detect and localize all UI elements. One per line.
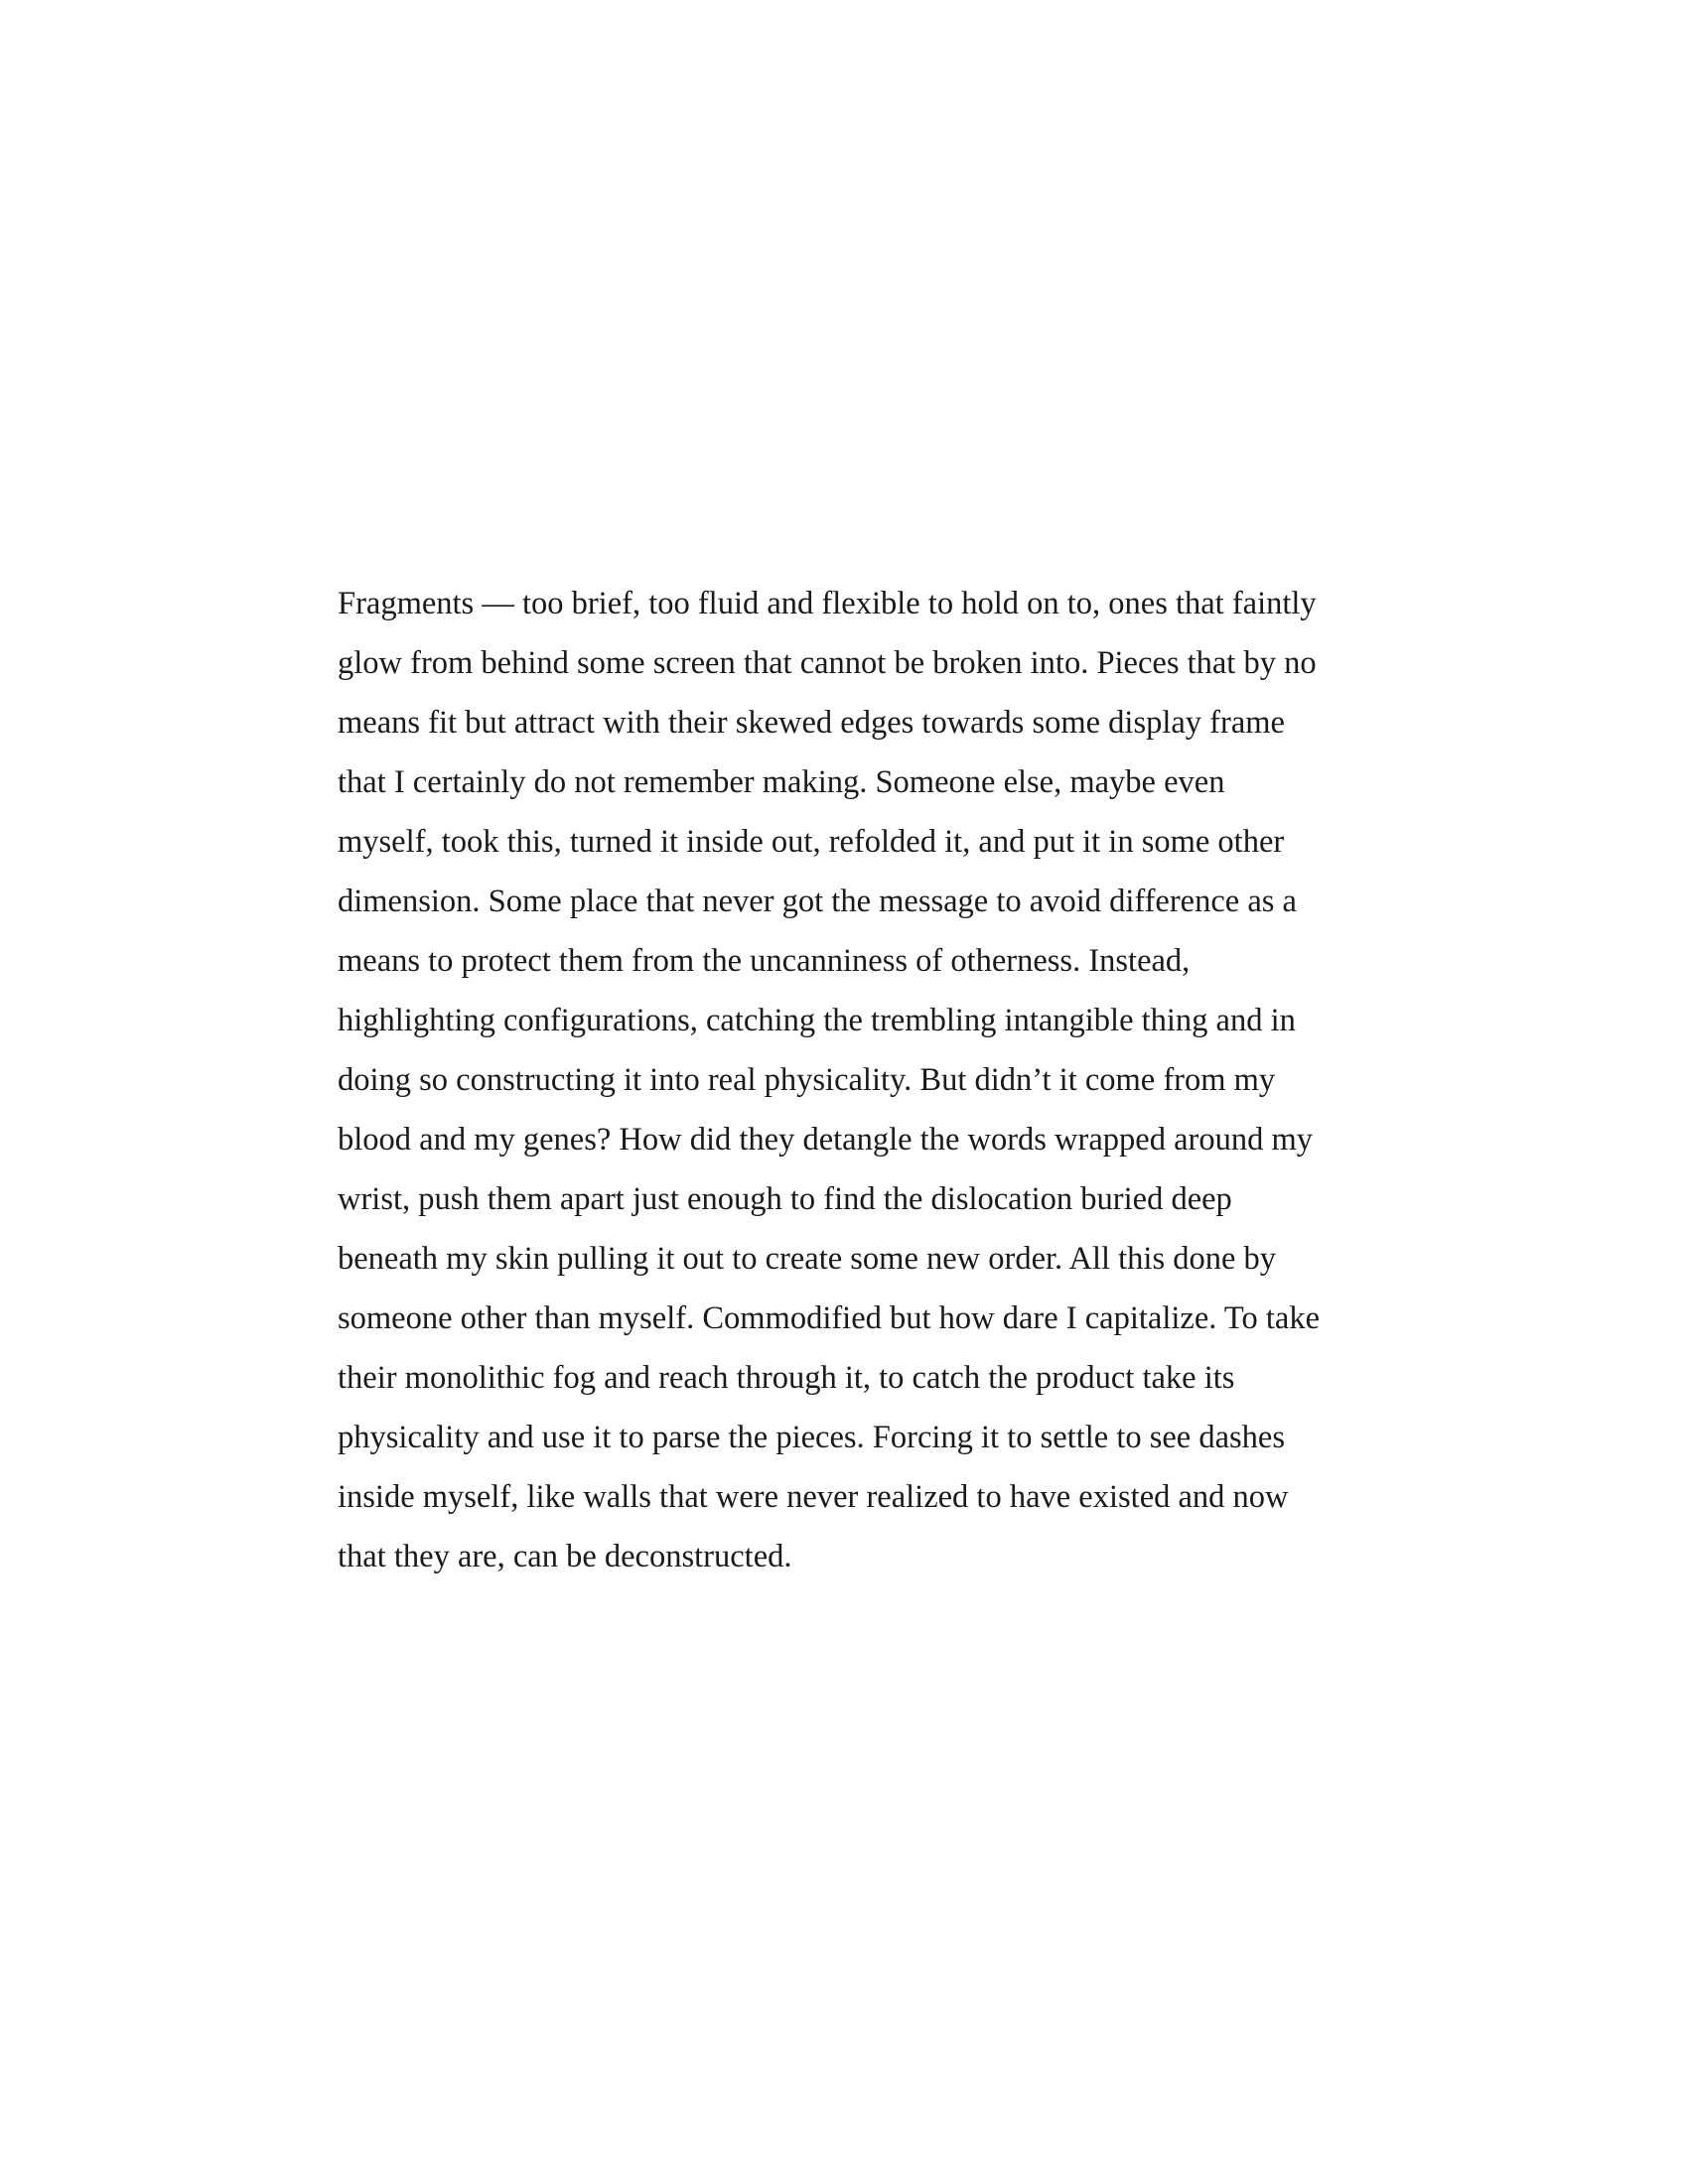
paragraph-line: Fragments — too brief, too fluid and flexible to hold on to, ones that faintly <box>338 586 1317 621</box>
paragraph-line: highlighting configurations, catching the trembling intangible thing and in <box>338 1003 1296 1038</box>
paragraph-line: means fit but attract with their skewed edges towards some display frame <box>338 705 1285 741</box>
body-paragraph <box>338 574 1370 1586</box>
paragraph-line: beneath my skin pulling it out to create some new order. All this done by <box>338 1241 1277 1277</box>
paragraph-line: blood and my genes? How did they detangle the words wrapped around my <box>338 1122 1313 1158</box>
paragraph-line: that they are, can be deconstructed. <box>338 1539 792 1574</box>
paragraph-line: doing so constructing it into real physicality. But didn’t it come from my <box>338 1062 1276 1098</box>
paragraph-line: dimension. Some place that never got the message to avoid difference as a <box>338 884 1297 919</box>
paragraph-line: glow from behind some screen that cannot be broken into. Pieces that by no <box>338 645 1317 681</box>
paragraph-line: physicality and use it to parse the pieces. Forcing it to settle to see dashes <box>338 1420 1286 1455</box>
paragraph-line: that I certainly do not remember making. Someone else, maybe even <box>338 764 1225 800</box>
paragraph-line: their monolithic fog and reach through it, to catch the product take its <box>338 1360 1235 1396</box>
paragraph-line: inside myself, like walls that were never realized to have existed and now <box>338 1479 1289 1515</box>
paragraph-line: means to protect them from the uncanniness of otherness. Instead, <box>338 943 1191 979</box>
paragraph-line: someone other than myself. Commodified but how dare I capitalize. To take <box>338 1300 1320 1336</box>
paragraph-line: myself, took this, turned it inside out, refolded it, and put it in some other <box>338 824 1285 860</box>
paragraph-line: wrist, push them apart just enough to find the dislocation buried deep <box>338 1181 1232 1217</box>
